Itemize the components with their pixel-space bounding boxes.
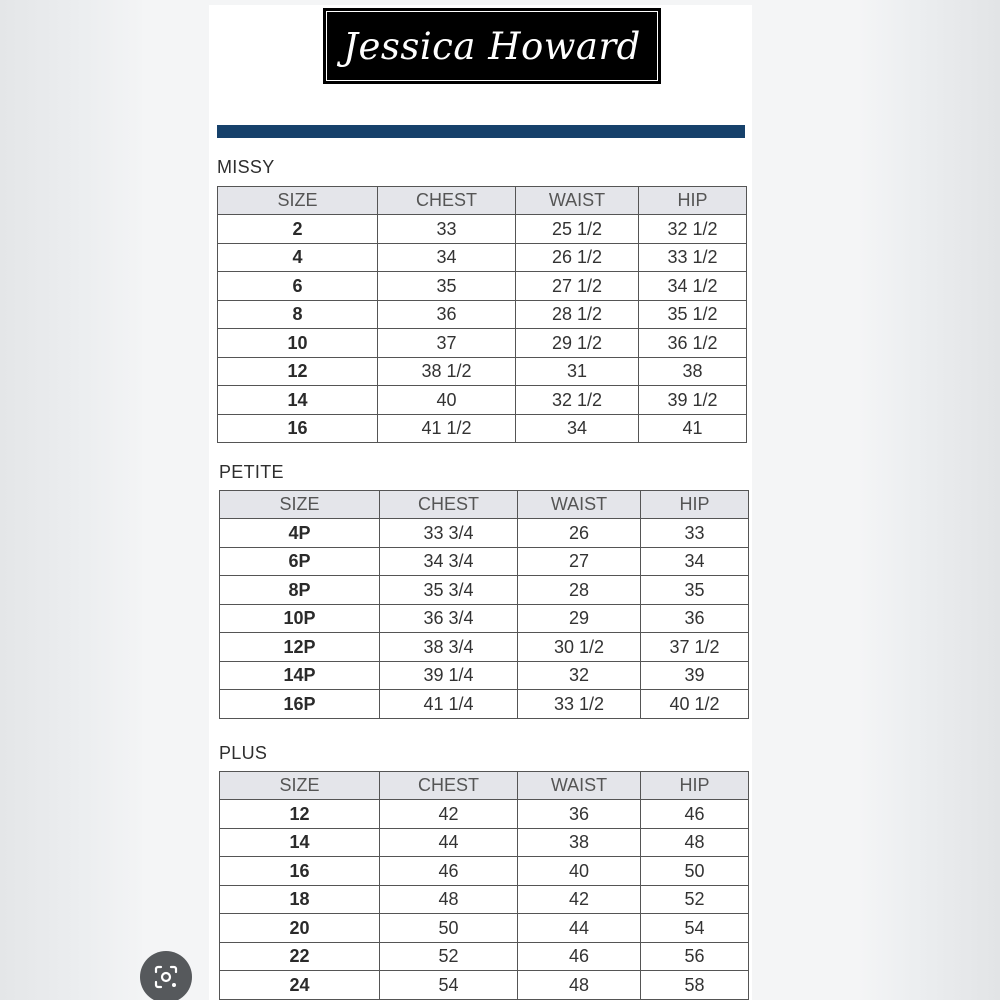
size-cell: 6P <box>220 547 380 576</box>
waist-cell: 46 <box>518 942 641 971</box>
table-row <box>218 215 747 244</box>
hip-cell: 38 <box>639 357 747 386</box>
table-row <box>220 547 749 576</box>
chest-cell: 36 3/4 <box>380 604 518 633</box>
waist-cell: 29 1/2 <box>516 329 639 358</box>
table-row <box>218 243 747 272</box>
hip-cell: 37 1/2 <box>641 633 749 662</box>
header-hip: HIP <box>639 187 747 215</box>
chest-cell: 40 <box>378 386 516 415</box>
waist-cell: 29 <box>518 604 641 633</box>
size-cell: 8P <box>220 576 380 605</box>
waist-cell: 26 <box>518 519 641 548</box>
chest-cell: 46 <box>380 857 518 886</box>
accent-divider <box>217 125 745 138</box>
size-cell: 4P <box>220 519 380 548</box>
hip-cell: 39 1/2 <box>639 386 747 415</box>
hip-cell: 32 1/2 <box>639 215 747 244</box>
size-cell: 10 <box>218 329 378 358</box>
chest-cell: 42 <box>380 800 518 829</box>
background-right <box>858 0 1000 1000</box>
waist-cell: 34 <box>516 414 639 443</box>
size-cell: 14P <box>220 661 380 690</box>
hip-cell: 39 <box>641 661 749 690</box>
table-row <box>220 971 749 1000</box>
hip-cell: 58 <box>641 971 749 1000</box>
chest-cell: 44 <box>380 828 518 857</box>
chest-cell: 33 <box>378 215 516 244</box>
table-row <box>218 272 747 301</box>
table-header-row <box>218 187 747 215</box>
chest-cell: 41 1/2 <box>378 414 516 443</box>
header-waist: WAIST <box>518 772 641 800</box>
table-row <box>220 942 749 971</box>
table-row <box>220 857 749 886</box>
table-row <box>220 519 749 548</box>
waist-cell: 31 <box>516 357 639 386</box>
table-row <box>220 633 749 662</box>
table-row <box>218 386 747 415</box>
table-row <box>220 800 749 829</box>
brand-logo-border <box>326 11 658 81</box>
size-cell: 16P <box>220 690 380 719</box>
waist-cell: 36 <box>518 800 641 829</box>
header-size: SIZE <box>220 772 380 800</box>
hip-cell: 46 <box>641 800 749 829</box>
chest-cell: 34 <box>378 243 516 272</box>
table-row <box>220 604 749 633</box>
chest-cell: 33 3/4 <box>380 519 518 548</box>
waist-cell: 44 <box>518 914 641 943</box>
table-row <box>218 300 747 329</box>
size-cell: 2 <box>218 215 378 244</box>
size-cell: 6 <box>218 272 378 301</box>
table-header-row <box>220 491 749 519</box>
waist-cell: 28 <box>518 576 641 605</box>
waist-cell: 33 1/2 <box>518 690 641 719</box>
hip-cell: 36 <box>641 604 749 633</box>
table-row <box>220 828 749 857</box>
hip-cell: 36 1/2 <box>639 329 747 358</box>
hip-cell: 33 <box>641 519 749 548</box>
chest-cell: 35 <box>378 272 516 301</box>
chest-cell: 41 1/4 <box>380 690 518 719</box>
header-waist: WAIST <box>518 491 641 519</box>
section-title-missy: MISSY <box>217 157 275 177</box>
header-chest: CHEST <box>378 187 516 215</box>
brand-logo-text: Jessica Howard <box>343 24 641 68</box>
header-waist: WAIST <box>516 187 639 215</box>
table-row <box>218 414 747 443</box>
lens-search-icon <box>152 963 180 991</box>
hip-cell: 34 <box>641 547 749 576</box>
petite-size-table <box>219 490 749 719</box>
chest-cell: 38 1/2 <box>378 357 516 386</box>
hip-cell: 41 <box>639 414 747 443</box>
size-cell: 12 <box>218 357 378 386</box>
table-row <box>218 357 747 386</box>
chest-cell: 48 <box>380 885 518 914</box>
chest-cell: 52 <box>380 942 518 971</box>
table-row <box>220 914 749 943</box>
size-cell: 12P <box>220 633 380 662</box>
header-chest: CHEST <box>380 772 518 800</box>
chest-cell: 54 <box>380 971 518 1000</box>
table-row <box>220 576 749 605</box>
header-hip: HIP <box>641 772 749 800</box>
size-cell: 10P <box>220 604 380 633</box>
missy-size-table <box>217 186 747 443</box>
table-row <box>218 329 747 358</box>
hip-cell: 34 1/2 <box>639 272 747 301</box>
waist-cell: 32 <box>518 661 641 690</box>
waist-cell: 30 1/2 <box>518 633 641 662</box>
waist-cell: 32 1/2 <box>516 386 639 415</box>
waist-cell: 27 <box>518 547 641 576</box>
waist-cell: 42 <box>518 885 641 914</box>
waist-cell: 48 <box>518 971 641 1000</box>
table-row <box>220 661 749 690</box>
size-cell: 16 <box>218 414 378 443</box>
size-cell: 18 <box>220 885 380 914</box>
chest-cell: 34 3/4 <box>380 547 518 576</box>
table-row <box>220 885 749 914</box>
size-cell: 12 <box>220 800 380 829</box>
table-header-row <box>220 772 749 800</box>
table-row <box>220 690 749 719</box>
chest-cell: 37 <box>378 329 516 358</box>
hip-cell: 35 1/2 <box>639 300 747 329</box>
chest-cell: 39 1/4 <box>380 661 518 690</box>
size-cell: 14 <box>220 828 380 857</box>
hip-cell: 33 1/2 <box>639 243 747 272</box>
lens-search-button[interactable] <box>140 951 192 1000</box>
hip-cell: 54 <box>641 914 749 943</box>
header-size: SIZE <box>218 187 378 215</box>
size-cell: 20 <box>220 914 380 943</box>
size-cell: 4 <box>218 243 378 272</box>
size-cell: 24 <box>220 971 380 1000</box>
brand-logo <box>323 8 661 84</box>
section-title-petite: PETITE <box>219 462 284 482</box>
header-chest: CHEST <box>380 491 518 519</box>
section-title-plus: PLUS <box>219 743 268 763</box>
chest-cell: 36 <box>378 300 516 329</box>
background-left <box>0 0 142 1000</box>
hip-cell: 52 <box>641 885 749 914</box>
waist-cell: 28 1/2 <box>516 300 639 329</box>
waist-cell: 26 1/2 <box>516 243 639 272</box>
hip-cell: 40 1/2 <box>641 690 749 719</box>
header-size: SIZE <box>220 491 380 519</box>
waist-cell: 25 1/2 <box>516 215 639 244</box>
chest-cell: 50 <box>380 914 518 943</box>
header-hip: HIP <box>641 491 749 519</box>
hip-cell: 56 <box>641 942 749 971</box>
hip-cell: 35 <box>641 576 749 605</box>
waist-cell: 38 <box>518 828 641 857</box>
size-cell: 8 <box>218 300 378 329</box>
chest-cell: 35 3/4 <box>380 576 518 605</box>
waist-cell: 27 1/2 <box>516 272 639 301</box>
size-cell: 14 <box>218 386 378 415</box>
hip-cell: 48 <box>641 828 749 857</box>
size-cell: 16 <box>220 857 380 886</box>
plus-size-table <box>219 771 749 1000</box>
chest-cell: 38 3/4 <box>380 633 518 662</box>
waist-cell: 40 <box>518 857 641 886</box>
size-cell: 22 <box>220 942 380 971</box>
hip-cell: 50 <box>641 857 749 886</box>
